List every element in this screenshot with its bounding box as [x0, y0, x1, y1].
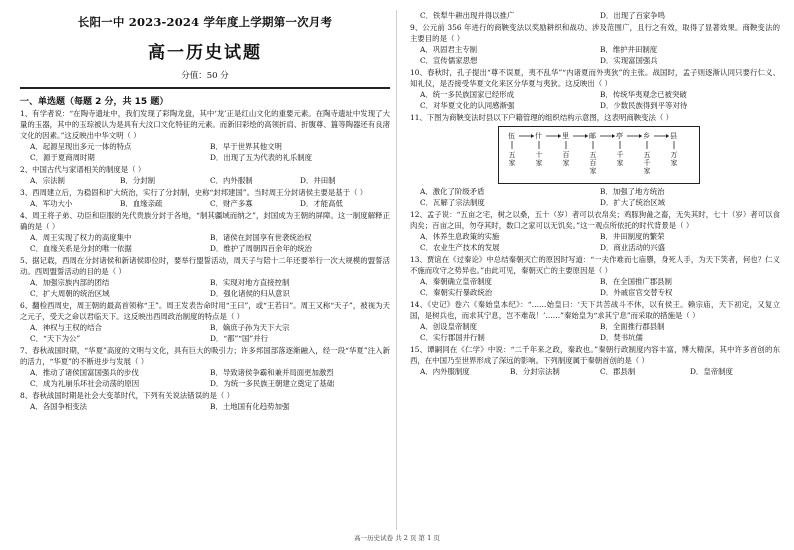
page-footer: 高一历史试卷 共 2 页 第 1 页: [354, 534, 440, 542]
question-10: [410, 67, 780, 111]
question-7: [20, 345, 390, 389]
option-a: A．加强宗族内部的团结: [30, 277, 110, 287]
option-a: A．休养生息政策的实施: [420, 232, 500, 241]
option-b: B．井田制度的繁荣: [600, 232, 665, 241]
diagram-household-count: 五千家: [643, 151, 651, 175]
left-column: [20, 0, 390, 412]
option-c: C．成为礼崩乐坏社会动荡的原因: [30, 378, 140, 388]
option-a: A．内外服制度: [420, 367, 470, 376]
diagram-arrowhead: [531, 134, 534, 138]
question-15: [410, 344, 780, 377]
question-stem: 14、《史记》卷六《秦始皇本纪》：“……始皇曰：‘天下共苦战斗不休，以有侯王。赖宗庙，天下初定，又复立国，是树兵也，而求其宁息，岂不难哉！’……”秦始皇为“求其宁息”而采取的措施是（ ）: [410, 300, 780, 320]
question-6: [20, 300, 390, 344]
option-a: A．激化了阶级矛盾: [420, 187, 485, 196]
question-9: [410, 22, 780, 66]
option-d: D．出现了百家争鸣: [600, 11, 666, 20]
option-b: B．传统华夷观念已被突破: [600, 90, 687, 99]
question-stem: 2、中国古代与家谱相关的制度是（ ）: [20, 164, 146, 174]
question-stem: 8、春秋战国时期是社会大变革时代，下列有关说法错误的是（ ）: [20, 390, 234, 400]
option-d: D．强化诸侯的归从意识: [210, 288, 290, 298]
diagram-arrowhead: [666, 134, 669, 138]
option-b: B．实现对地方直接控制: [210, 277, 290, 287]
option-b: B．在全国推广郡县制: [600, 277, 672, 286]
exam-title: 长阳一中 2023-2024 学年度上学期第一次月考: [77, 15, 333, 29]
question-stem: 4、周王将子弟、功臣和臣服的先代贵族分封于各地，“制其疆域而纳之”，封国成为王朝的屏障。这一制度解释正确的是（ ）: [20, 210, 390, 231]
option-d: D．井田制: [300, 175, 336, 185]
diagram-household-count: 五家: [508, 151, 516, 167]
option-b: B．导致诸侯争霸和兼并局面更加激烈: [210, 367, 334, 377]
question-stem: 11、下图为商鞅变法时县以下户籍管理的组织结构示意图，这表明商鞅变法（ ）: [410, 113, 674, 122]
score-line: 分值：50 分: [181, 71, 229, 81]
option-a: A．推动了诸侯国富国强兵的步伐: [30, 367, 139, 377]
option-b: B．嫡庶子孙为天下大宗: [210, 322, 290, 332]
option-a: A．统一多民族国家已经形成: [420, 90, 515, 99]
diagram-arrowhead: [639, 134, 642, 138]
section-title: 一、单选题（每题 2 分，共 15 题）: [20, 96, 169, 107]
question-11: [410, 112, 780, 208]
option-a: A．创设皇帝制度: [420, 322, 478, 331]
diagram-household-count: 五百家: [589, 151, 597, 175]
question-stem: 15、谭嗣同在《仁学》中说：“二千年来之政，秦政也。”秦朝行政制度内容丰富，博大精深，其中许多首创的东西，在中国乃至世界形成了深远的影响。下列制度属于秦朝首创的是（ ）: [410, 345, 780, 365]
option-b: B．全面推行郡县制: [600, 322, 665, 331]
question-stem: 5、据记载，西周在分封诸侯和新诸侯即位时，要举行盟誓活动，周天子与陪十二年还要举行一次大规模的盟誓活动。西周盟誓活动的目的是（ ）: [20, 255, 390, 276]
diagram-node: 乡: [643, 132, 650, 140]
diagram-household-count: 百家: [562, 151, 570, 167]
right-column: [410, 0, 780, 377]
option-d: D．“都”“国”并行: [210, 333, 268, 343]
option-d: D．商业活动的兴盛: [600, 243, 666, 252]
option-d: D．维护了周朝四百余年的统治: [210, 243, 313, 253]
question-stem: 9、公元前 356 年进行的商鞅变法以奖励耕织和战功、涉及范围广，且行之有效，取得了显著效果。商鞅变法的主要目的是（ ）: [410, 23, 780, 43]
diagram-node: 亭: [616, 132, 623, 140]
option-b: B．早于世界其他文明: [210, 141, 282, 151]
question-8-continued: [410, 10, 780, 21]
option-d: D．焚书坑儒: [600, 333, 643, 342]
question-5: [20, 255, 390, 299]
question-stem: 13、贾谊在《过秦论》中总结秦朝灭亡的原因时写道：“一夫作难而七庙隳，身死人手，为天下笑者，何也？仁义不施而攻守之势异也。”由此可见，秦朝灭亡的主要原因是（ ）: [410, 255, 780, 275]
option-d: D．皇帝制度: [690, 367, 733, 376]
question-stem: 7、春秋战国时期，“华夏”高度的文明与文化，具有巨大的吸引力；许多邦国部落逐渐融入，经一段“华夏”注入新的活力，“华夏”的不断进步与发展（ ）: [20, 345, 390, 366]
header-rule: [20, 87, 390, 89]
option-a: A．周王实现了权力的高度集中: [30, 232, 132, 242]
option-c: C．源于夏商周时期: [30, 152, 95, 162]
column-divider: [396, 10, 397, 530]
option-d: D．才能高低: [300, 198, 343, 208]
option-d: D．扩大了统治区域: [600, 198, 666, 207]
option-c: C．郡县制: [600, 367, 636, 376]
option-d: D．出现了五为代表的礼乐制度: [210, 152, 313, 162]
question-stem: 12、孟子说：“五亩之宅，树之以桑，五十（岁）者可以衣帛矣；鸡豚狗彘之畜，无失其时，七十（岁）者可以食肉矣；百亩之田，勿夺其时，数口之家可以无饥矣。”这一观点所依托的时代背景是（ ）: [410, 210, 780, 230]
diagram-arrowhead: [585, 134, 588, 138]
option-b: B．分封宗法制: [510, 367, 560, 376]
question-14: [410, 299, 780, 343]
question-stem: 3、西周建立后，为稳固和扩大统治，实行了分封制，史称“封邦建国”。当时周王分封诸侯主要是基于（ ）: [20, 187, 368, 197]
diagram-node: 伍: [508, 132, 515, 140]
option-c: C．铁犁牛耕出现并得以推广: [420, 11, 515, 20]
question-13: [410, 254, 780, 298]
question-2: [20, 164, 390, 186]
question-12: [410, 209, 780, 253]
option-c: C．对华夏文化的认同感渐强: [420, 101, 515, 110]
diagram-arrowhead: [612, 134, 615, 138]
option-c: C．财产多寡: [210, 198, 253, 208]
option-d: D．为统一多民族王朝建立奠定了基础: [210, 378, 335, 388]
diagram-node: 什: [535, 132, 542, 140]
household-registration-diagram: [498, 126, 700, 184]
option-c: C．“天下为公”: [30, 333, 81, 343]
option-c: C．实行郡国并行制: [420, 333, 485, 342]
option-d: D．少数民族得到平等对待: [600, 101, 688, 110]
option-a: A．神权与王权的结合: [30, 322, 102, 332]
question-stem: 1、有学者说：“在陶寺遗址中，我们发现了彩陶龙盘，其中‘龙’正是红山文化的重要元素。在陶寺遗址中发现了大量的玉器，其中的玉琮被认为是具有大汶口文化特征的元素。而新旧彩绘的高领折肩、折腹尊、簋等陶器还有良渚文化的因素。”这反映出中华文明（ ）: [20, 108, 390, 140]
diagram-arrowhead: [558, 134, 561, 138]
option-a: A．各国争相变法: [30, 401, 88, 411]
option-c: C．农业生产技术的发展: [420, 243, 500, 252]
question-8: [20, 390, 390, 412]
option-b: B．分封制: [120, 175, 155, 185]
option-b: B．维护井田制度: [600, 45, 658, 54]
option-a: A．巩固君主专制: [420, 45, 478, 54]
option-b: B．诸侯在封国享有世袭统治权: [210, 232, 312, 242]
subject-title: 高一历史试题: [148, 43, 262, 63]
option-a: A．宗法制: [30, 175, 65, 185]
diagram-node: 邮: [589, 132, 596, 140]
option-c: C．血缘关系是分封的唯一依据: [30, 243, 132, 253]
option-b: B．加强了地方统治: [600, 187, 665, 196]
question-3: [20, 187, 390, 209]
option-a: A．秦朝确立皇帝制度: [420, 277, 492, 286]
option-c: C．瓦解了宗法制度: [420, 198, 485, 207]
question-1: [20, 108, 390, 163]
question-4: [20, 210, 390, 254]
option-a: A．军功大小: [30, 198, 73, 208]
option-c: C．扩大周朝的统治区域: [30, 288, 110, 298]
question-stem: 10、春秋时，孔子提出“尊不误夏，夷不乱华”“内诸夏而外夷狄”的主张。战国时，孟子则逐渐认同只要行仁义、知礼仪，是否接受华夏文化来区分华夏与夷狄。这反映出（ ）: [410, 68, 780, 88]
option-c: C．宣传儒家思想: [420, 56, 478, 65]
diagram-node: 县: [670, 132, 677, 140]
diagram-household-count: 千家: [616, 151, 624, 167]
diagram-household-count: 万家: [670, 151, 678, 167]
option-c: C．内外服制: [210, 175, 253, 185]
option-b: B．土地国有化趋势加强: [210, 401, 290, 411]
option-a: A．起源呈现出多元一体的特点: [30, 141, 132, 151]
diagram-household-count: 十家: [535, 151, 543, 167]
diagram-node: 里: [562, 132, 569, 140]
question-stem: 6、翻检西周史，周王朝的最高首领称“王”。周王发表告命时用“王曰”，或“王若曰”。周王又称“天子”，被视为天之元子，受天之命以君临天下。这反映出西周政治制度的特点是（ ）: [20, 300, 390, 321]
option-c: C．秦朝实行暴政统治: [420, 288, 493, 297]
option-b: B．血缘亲疏: [120, 198, 163, 208]
option-d: D．外戚宦官交替专权: [600, 288, 673, 297]
option-d: D．实现富国强兵: [600, 56, 658, 65]
